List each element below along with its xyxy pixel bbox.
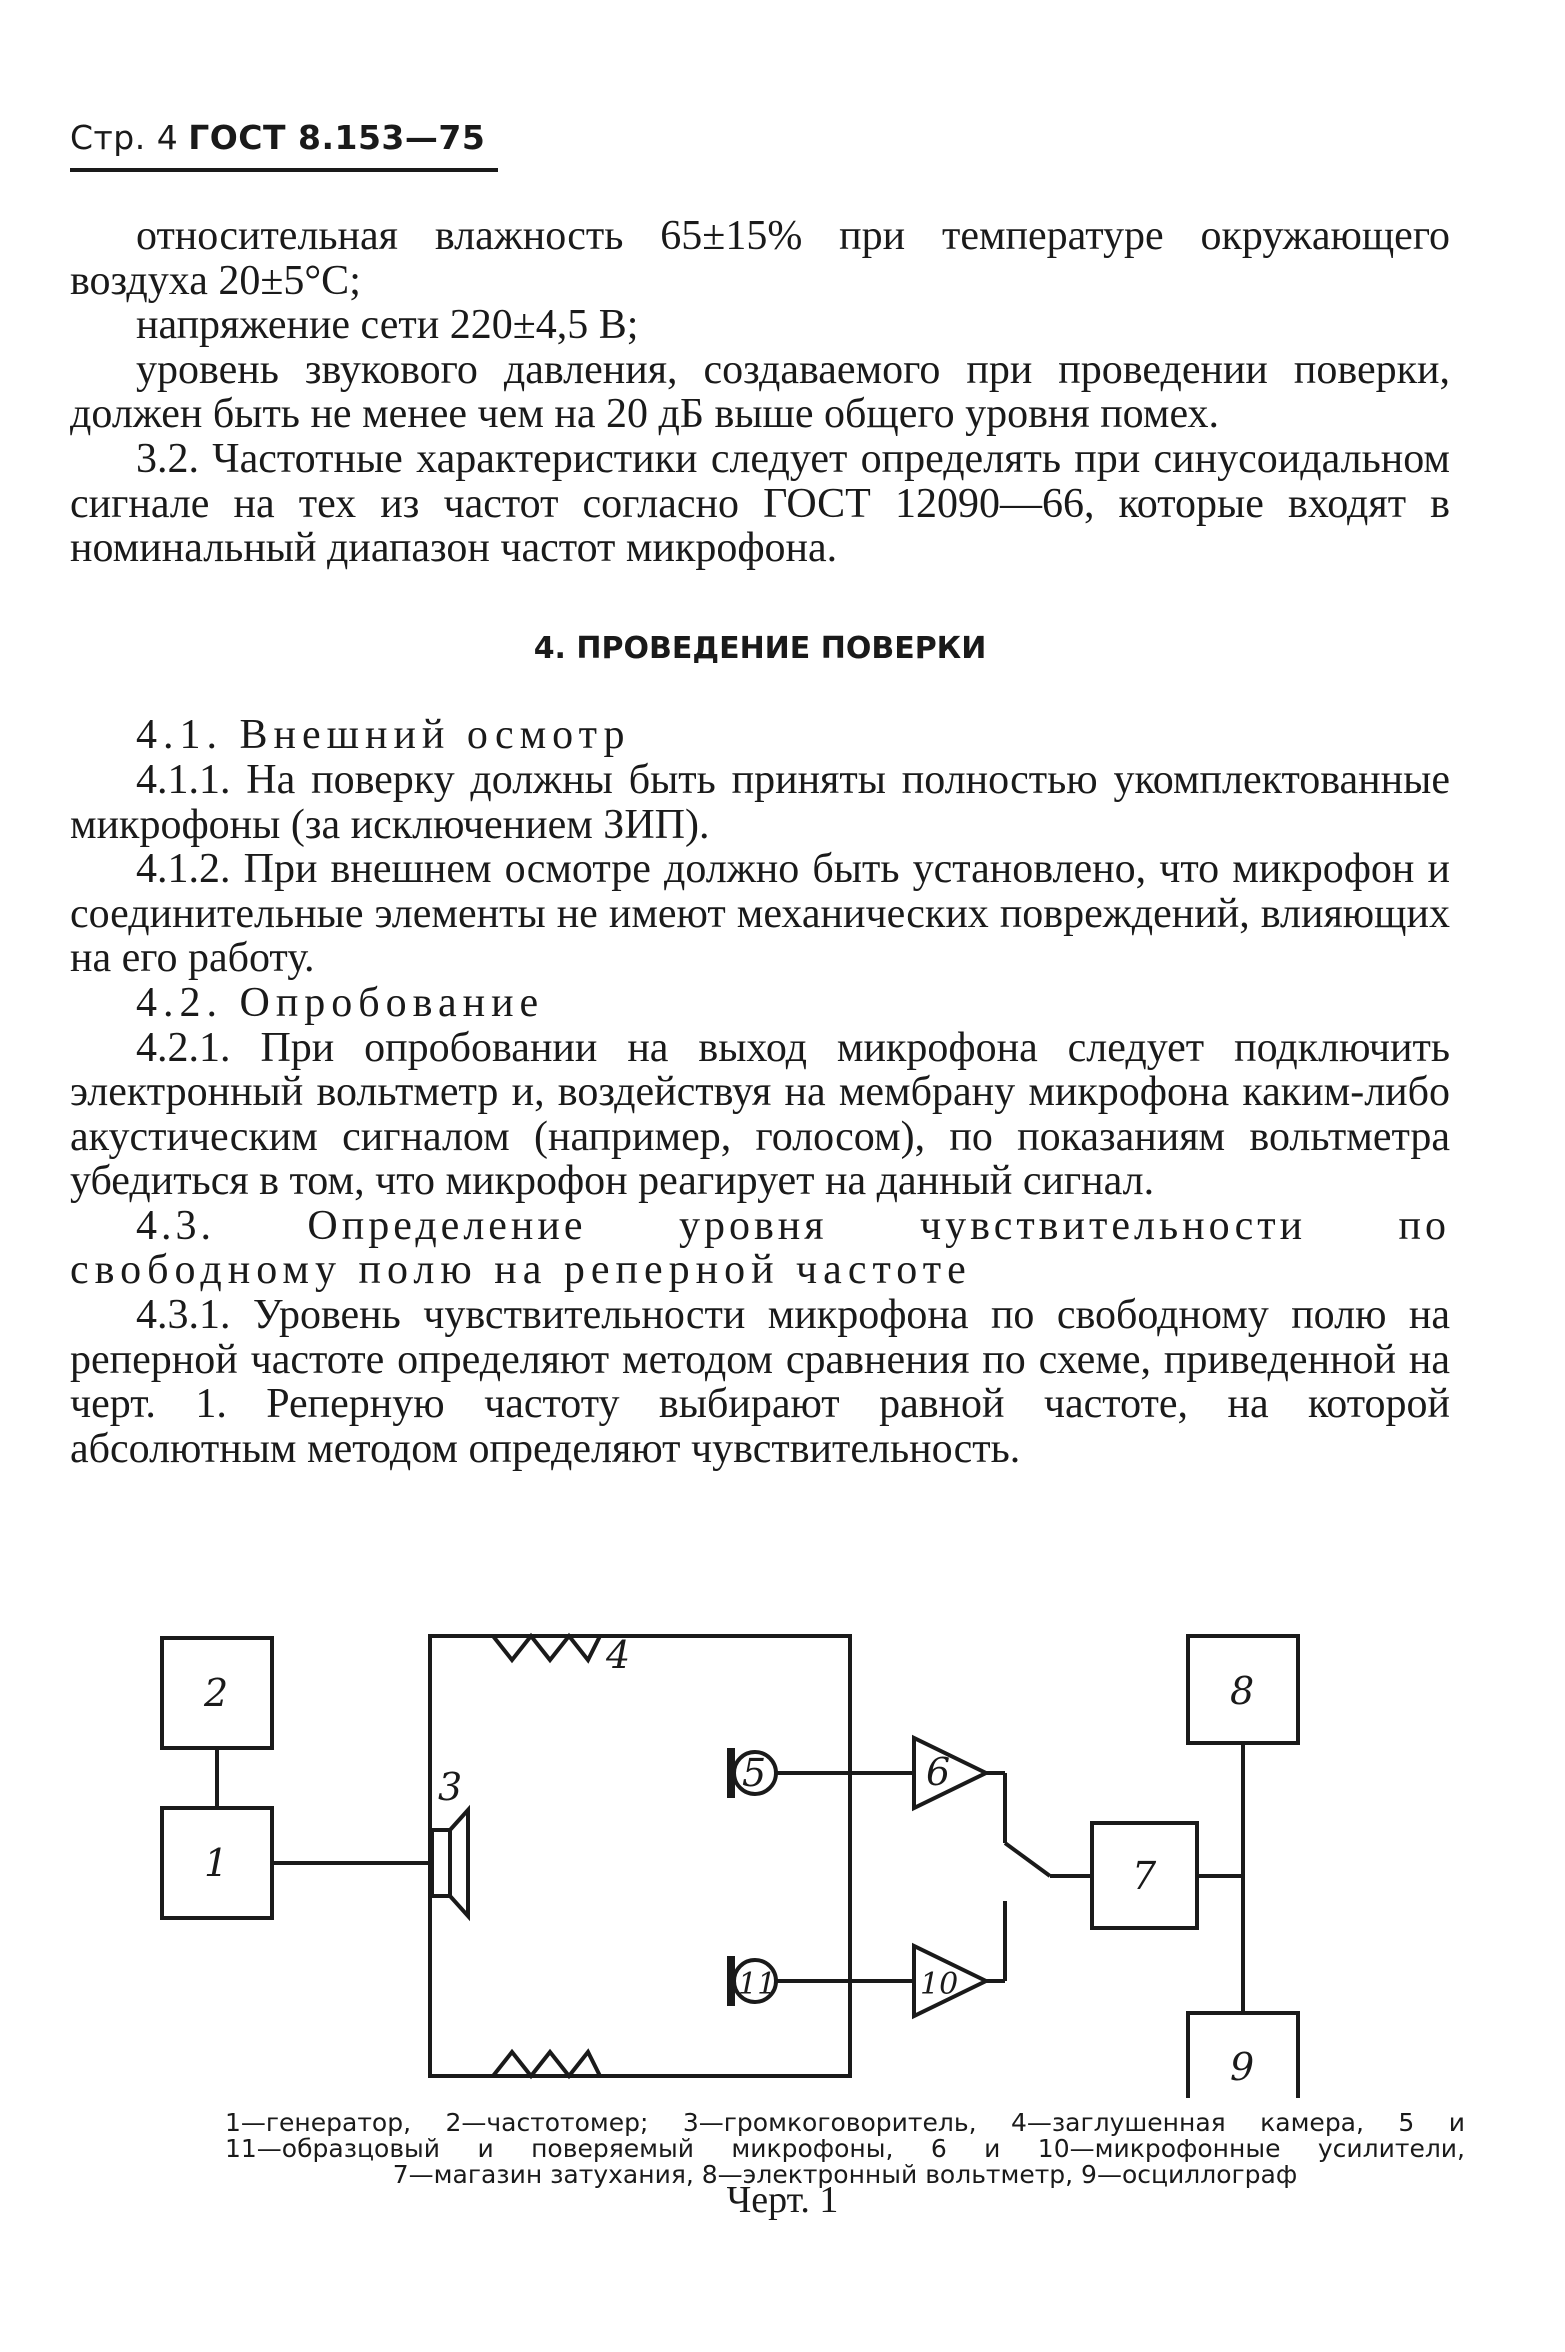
paragraph-sound-level: уровень звукового давления, создаваемого при проведении поверки, должен быть не менее чем на 20 дБ выше общего уровня помех.: [70, 346, 1450, 438]
figure-legend: [225, 2110, 1465, 2188]
paragraph-3-2: 3.2. Частотные характеристики следует определять при синусоидальном сигнале на тех из частот согласно ГОСТ 12090—66, которые входят в номинальный диапазон частот микрофона.: [70, 435, 1450, 572]
label-5: 5: [742, 1751, 767, 1795]
paragraph-4-3-line1: 4.3. Определение уровня чувствительности по: [136, 1202, 1450, 1249]
schematic-svg: [150, 1618, 1470, 2098]
paragraph-4-3-1: 4.3.1. Уровень чувствительности микрофона по свободному полю на реперной частоте определяют методом сравнения по схеме, приведенной на черт. 1. Реперную частоту выбирают равной частоте, на которой абсолютным методом определяют чувствительность.: [70, 1292, 1450, 1472]
legend-line-2: 11—образцовый и поверяемый микрофоны, 6 и 10—микрофонные усилители,: [225, 2134, 1465, 2163]
speaker-3: [432, 1830, 450, 1896]
label-3: 3: [438, 1765, 463, 1809]
paragraph-voltage: напряжение сети 220±4,5 В;: [136, 302, 639, 349]
label-8: 8: [1230, 1669, 1255, 1713]
paragraph-4-2: 4.2. Опробование: [136, 979, 545, 1026]
body-text: [70, 214, 1450, 1471]
section-title: 4. ПРОВЕДЕНИЕ ПОВЕРКИ: [533, 630, 987, 666]
label-6: 6: [926, 1750, 951, 1794]
paragraph-4-2-1: 4.2.1. При опробовании на выход микрофона следует подключить электронный вольтметр и, воздействуя на мембрану микрофона каким-либо акустическим сигналом (например, голосом), по показаниям вольтметра убедиться в том, что микрофон реагирует на данный сигнал.: [70, 1024, 1450, 1205]
paragraph-humidity: относительная влажность 65±15% при температуре окружающего воздуха 20±5°С;: [70, 213, 1450, 304]
absorber-bottom: [493, 2052, 600, 2076]
figure-caption: Черт. 1: [726, 2179, 839, 2221]
paragraph-4-1-1: 4.1.1. На поверку должны быть приняты полностью укомплектованные микрофоны (за исключением ЗИП).: [70, 756, 1450, 848]
label-11: 11: [738, 1967, 777, 2002]
legend-line-1: 1—генератор, 2—частотомер; 3—громкоговоритель, 4—заглушенная камера, 5 и: [225, 2108, 1465, 2137]
label-2: 2: [204, 1671, 229, 1715]
page-header: [70, 118, 485, 157]
standard-number: ГОСТ 8.153—75: [188, 118, 486, 157]
page-number: Стр. 4: [70, 118, 179, 157]
paragraph-4-1-2: 4.1.2. При внешнем осмотре должно быть установлено, что микрофон и соединительные элементы не имеют механических повреждений, влияющих на его работу.: [70, 846, 1450, 982]
label-7: 7: [1132, 1854, 1157, 1898]
header-rule: [70, 168, 498, 172]
label-4: 4: [606, 1633, 631, 1677]
anechoic-chamber-4: [430, 1636, 850, 2076]
absorber-top: [493, 1636, 600, 1660]
label-9: 9: [1230, 2045, 1255, 2089]
label-1: 1: [204, 1841, 229, 1885]
label-10: 10: [920, 1967, 959, 2002]
measurement-schematic: [150, 1618, 1470, 2098]
paragraph-4-3-line2: свободному полю на реперной частоте: [70, 1247, 972, 1294]
paragraph-4-1: 4.1. Внешний осмотр: [136, 712, 631, 759]
legend-line-3: 7—магазин затухания, 8—электронный вольтметр, 9—осциллограф: [392, 2160, 1298, 2189]
